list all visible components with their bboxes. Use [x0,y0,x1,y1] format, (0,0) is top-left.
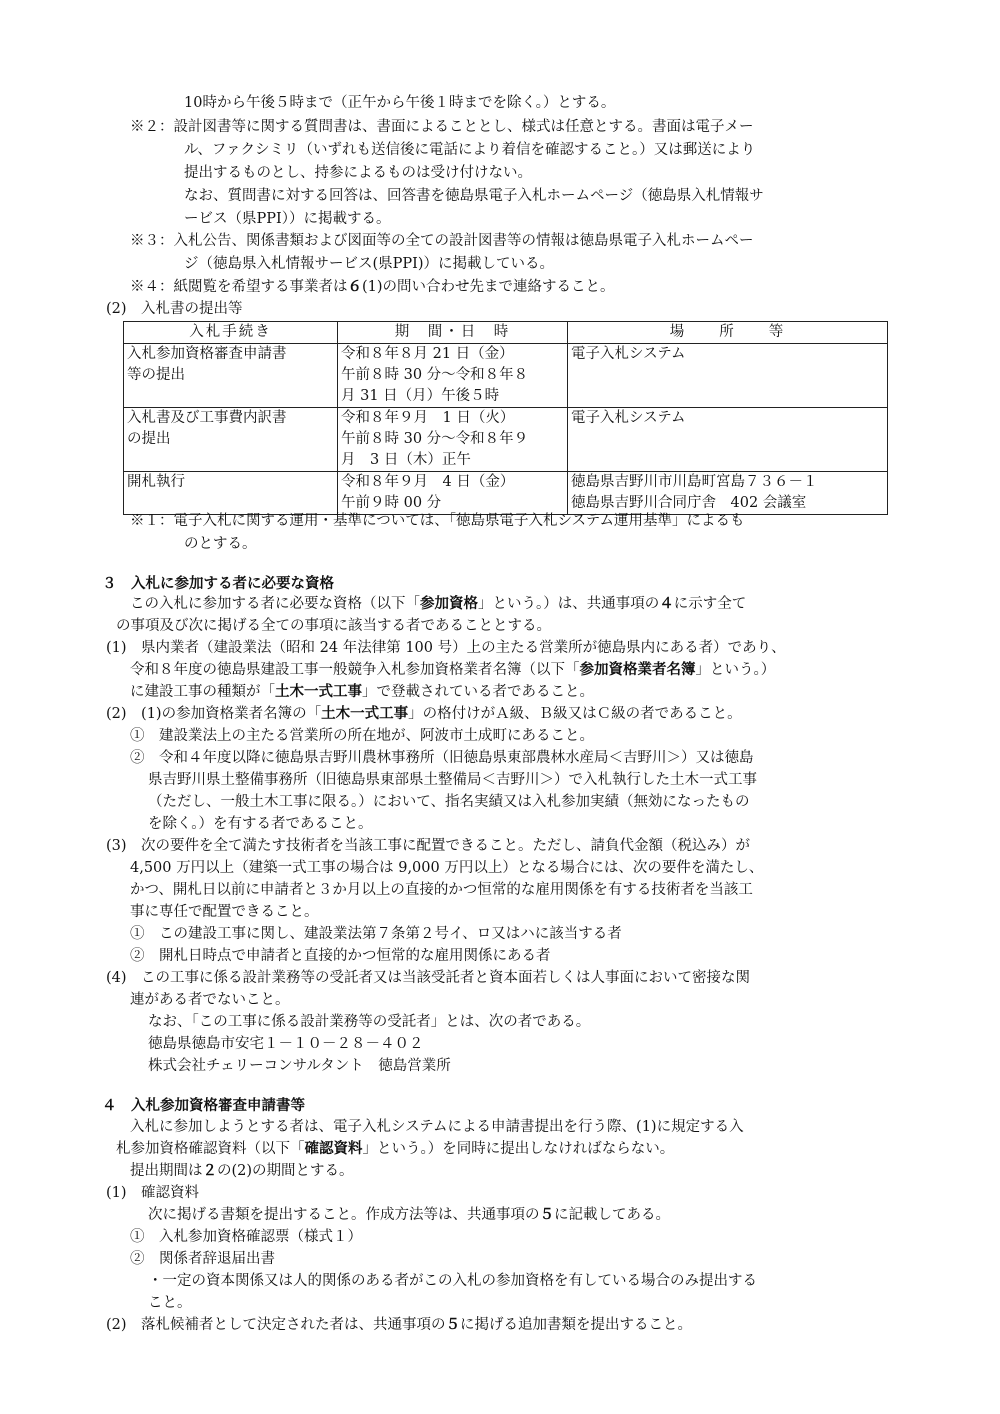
note-2-line: ル、ファクシミリ（いずれも送信後に電話により着信を確認すること。）又は郵送により [184,142,756,158]
address-line: 徳島県徳島市安宅１－１０－２８－４０２ [148,1036,424,1052]
note-4-line [130,280,615,295]
company-line: 株式会社チェリーコンサルタント 徳島営業所 [148,1058,451,1074]
item-2-line: (2) 落札候補者として決定された者は、共通事項の５に掲げる追加書類を提出すること。 [106,1317,693,1333]
section-3-heading: ３ 入札に参加する者に必要な資格 [102,576,334,592]
period-cell: 令和８年９月 4 日（金） 午前９時 00 分 [338,472,568,515]
sub-item-line: ② 令和４年度以降に徳島県吉野川農林事務所（旧徳島県東部農林水産局＜吉野川＞）又は徳島 [130,750,754,766]
table-note-line: ※１：電子入札に関する運用・基準については、「徳島県電子入札システム運用基準」によるも [130,513,745,529]
sub-item-line: ① この建設工事に関し、建設業法第７条第２号イ、ロ又はハに該当する者 [130,926,622,942]
table-header-row [124,322,888,344]
section-ref: ４ [659,596,674,612]
section-ref: ２ [202,1163,217,1179]
defined-term: 参加資格 [420,596,478,612]
item-1-line: 令和８年度の徳島県建設工事一般競争入札参加資格業者名簿（以下「参加資格業者名簿」という。） [130,662,776,678]
section-ref: ５ [445,1317,461,1333]
paragraph-line: 提出期間は２の(2)の期間とする。 [130,1163,354,1179]
table-row [124,408,888,472]
item-4-line: (4) この工事に係る設計業務等の受託者又は当該受託者と資本面若しくは人事面において密接な関 [106,970,751,986]
item-1-title: (1) 確認資料 [106,1185,200,1201]
item-4-line: 連がある者でないこと。 [130,992,290,1008]
place-cell: 徳島県吉野川市川島町宮島７３６－１ 徳島県吉野川合同庁舎 402 会議室 [568,472,888,515]
sub-item-line: （ただし、一般土木工事に限る。）において、指名実績又は入札参加実績（無効になったもの [148,794,750,810]
column-header: 入札手続き [124,322,338,344]
note-2-line: ービス（県PPI））に掲載する。 [184,211,391,227]
defined-term: 参加資格業者名簿 [579,662,696,678]
table-row [124,472,888,515]
note-2-line: なお、質問書に対する回答は、回答書を徳島県電子入札ホームページ（徳島県入札情報サ [184,188,764,204]
paragraph-line: 入札に参加しようとする者は、電子入札システムによる申請書提出を行う際、(1)に規定する入 [130,1119,744,1135]
procedure-cell: 入札書及び工事費内訳書 の提出 [124,408,338,472]
column-header: 期 間・日 時 [338,322,568,344]
item-1-line: (1) 県内業者（建設業法（昭和 24 年法律第 100 号）上の主たる営業所が徳島県内にある者）であり、 [106,640,786,656]
paragraph-line: の事項及び次に掲げる全ての事項に該当する者であることとする。 [116,618,551,634]
sub-item-line: 県吉野川県土整備事務所（旧徳島県東部県土整備局＜吉野川＞）で入札執行した土木一式工事 [148,772,757,788]
item-2-line: (2) (1)の参加資格業者名簿の「土木一式工事」の格付けがＡ級、Ｂ級又はＣ級の者であること。 [106,706,742,722]
note-4-text: (1)の問い合わせ先まで連絡すること。 [362,279,615,295]
procedure-cell: 入札参加資格審査申請書 等の提出 [124,344,338,408]
place-cell: 電子入札システム [568,344,888,408]
sub-item-line: を除く。）を有する者であること。 [148,816,373,832]
paragraph-line: 札参加資格確認資料（以下「確認資料」という。）を同時に提出しなければならない。 [116,1141,675,1157]
bid-schedule-table [123,321,888,515]
note-4-text: ※４：紙閲覧を希望する事業者は [130,279,348,295]
note-2-line: 提出するものとし、持参によるものは受け付けない。 [184,165,532,181]
section-ref: ５ [539,1207,554,1223]
sub-item-line: ① 入札参加資格確認票（様式１） [130,1229,362,1245]
bullet-line: ・一定の資本関係又は人的関係のある者がこの入札の参加資格を有している場合のみ提出する [148,1273,757,1289]
procedure-cell: 開札執行 [124,472,338,515]
sub-item-line: ② 関係者辞退届出書 [130,1251,275,1267]
table-row [124,344,888,408]
note-3-line: ※３：入札公告、関係書類および図面等の全ての設計図書等の情報は徳島県電子入札ホームペー [130,233,754,249]
place-cell: 電子入札システム [568,408,888,472]
item-3-line: 事に専任で配置できること。 [130,904,319,920]
section-ref: ６ [347,279,362,295]
item-3-line: (3) 次の要件を全て満たす技術者を当該工事に配置できること。ただし、請負代金額（税込み）が [106,838,751,854]
subsection-title: (2) 入札書の提出等 [106,301,243,317]
item-4-line: なお、「この工事に係る設計業務等の受託者」とは、次の者である。 [148,1014,591,1030]
note-2-line: ※２：設計図書等に関する質問書は、書面によることとし、様式は任意とする。書面は電子メー [130,119,754,135]
note-continuation: 10時から午後５時まで（正午から午後１時までを除く。）とする。 [184,95,616,111]
section-4-heading: ４ 入札参加資格審査申請書等 [102,1098,305,1114]
sub-item-line: ① 建設業法上の主たる営業所の所在地が、阿波市土成町にあること。 [130,728,594,744]
defined-term: 土木一式工事 [321,706,409,722]
column-header: 場 所 等 [568,322,888,344]
bullet-line: こと。 [148,1295,192,1311]
note-3-line: ジ（徳島県入札情報サービス(県PPI)）に掲載している。 [184,256,555,272]
item-1-line: に建設工事の種類が「土木一式工事」で登載されている者であること。 [130,684,594,700]
paragraph-line: この入札に参加する者に必要な資格（以下「参加資格」という。）は、共通事項の４に示す全て [130,596,747,612]
table-note-line: のとする。 [184,536,257,552]
defined-term: 土木一式工事 [275,684,362,700]
defined-term: 確認資料 [304,1141,363,1157]
sub-item-line: ② 開札日時点で申請者と直接的かつ恒常的な雇用関係にある者 [130,948,551,964]
item-1-line: 次に掲げる書類を提出すること。作成方法等は、共通事項の５に記載してある。 [148,1207,670,1223]
period-cell: 令和８年８月 21 日（金） 午前８時 30 分～令和８年８ 月 31 日（月）午後５時 [338,344,568,408]
item-3-line: 4,500 万円以上（建築一式工事の場合は 9,000 万円以上）となる場合には、次の要件を満たし、 [130,860,764,876]
period-cell: 令和８年９月 1 日（火） 午前８時 30 分～令和８年９ 月 3 日（木）正午 [338,408,568,472]
item-3-line: かつ、開札日以前に申請者と３か月以上の直接的かつ恒常的な雇用関係を有する技術者を当該工 [130,882,753,898]
